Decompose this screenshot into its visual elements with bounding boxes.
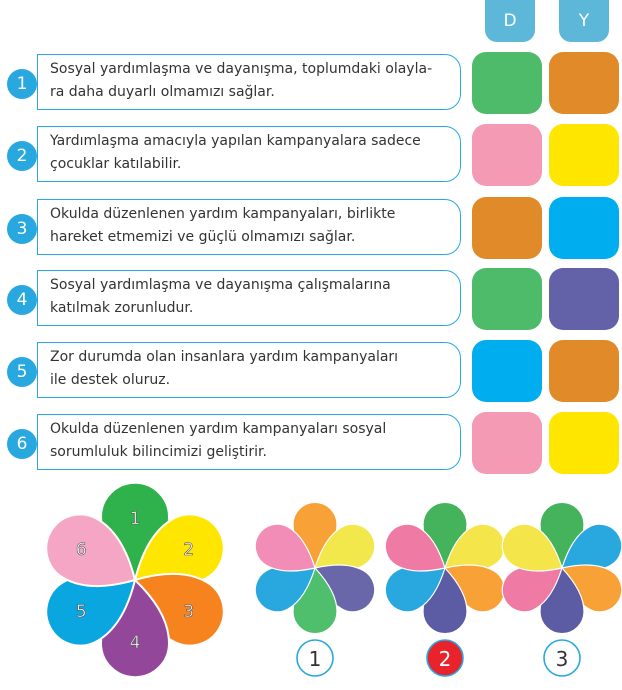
false-color-box[interactable] (549, 124, 619, 186)
statement-text (37, 126, 461, 182)
statement-line: Sosyal yardımlaşma ve dayanışma, toplumdaki olayla- (50, 61, 433, 77)
true-color-box[interactable] (472, 412, 542, 474)
key-petal-number: 3 (183, 602, 195, 622)
statement-text (37, 270, 461, 326)
flower-key (30, 480, 240, 690)
key-petal-number: 4 (129, 633, 141, 653)
statement-text (37, 342, 461, 398)
false-color-box[interactable] (549, 340, 619, 402)
false-color-box[interactable] (549, 197, 619, 259)
true-color-box[interactable] (472, 197, 542, 259)
option-number: 2 (438, 647, 452, 671)
statement-number: 4 (7, 285, 37, 315)
statement-line: çocuklar katılabilir. (50, 156, 182, 172)
true-color-box[interactable] (472, 340, 542, 402)
option-flower-3[interactable] (502, 502, 622, 676)
option-number: 1 (308, 647, 322, 671)
statement-row (0, 52, 622, 116)
statement-text (37, 199, 461, 255)
statement-number: 3 (7, 214, 37, 244)
option-flower-2[interactable] (385, 502, 505, 676)
statement-line: ra daha duyarlı olmamızı sağlar. (50, 84, 275, 100)
statement-line: Zor durumda olan insanlara yardım kampanyaları (50, 349, 399, 365)
statement-number: 5 (7, 357, 37, 387)
statement-number: 1 (7, 69, 37, 99)
true-color-box[interactable] (472, 268, 542, 330)
statement-line: ile destek oluruz. (50, 372, 171, 388)
option-flower-1[interactable] (255, 502, 375, 676)
option-number: 3 (555, 647, 569, 671)
statement-line: Yardımlaşma amacıyla yapılan kampanyalara sadece (50, 133, 421, 149)
statement-number: 6 (7, 429, 37, 459)
statement-text (37, 54, 461, 110)
true-column-header: D (485, 0, 535, 42)
statement-line: hareket etmemizi ve güçlü olmamızı sağlar. (50, 229, 356, 245)
false-color-box[interactable] (549, 412, 619, 474)
statement-line: Okulda düzenlenen yardım kampanyaları, birlikte (50, 206, 396, 222)
statement-row (0, 197, 622, 261)
statement-line: Sosyal yardımlaşma ve dayanışma çalışmalarına (50, 277, 391, 293)
key-petal-number: 2 (183, 540, 195, 560)
statement-line: katılmak zorunludur. (50, 300, 194, 316)
false-column-header: Y (559, 0, 609, 42)
statement-row (0, 268, 622, 332)
false-color-box[interactable] (549, 268, 619, 330)
false-color-box[interactable] (549, 52, 619, 114)
statement-text (37, 414, 461, 470)
true-color-box[interactable] (472, 124, 542, 186)
key-petal-number: 5 (75, 602, 87, 622)
answer-options (240, 500, 622, 685)
true-color-box[interactable] (472, 52, 542, 114)
statement-row (0, 124, 622, 188)
statement-row (0, 340, 622, 404)
key-petal-number: 1 (129, 509, 141, 529)
statement-line: sorumluluk bilincimizi geliştirir. (50, 444, 267, 460)
key-petal-number: 6 (75, 540, 87, 560)
statement-number: 2 (7, 141, 37, 171)
statement-line: Okulda düzenlenen yardım kampanyaları sosyal (50, 421, 387, 437)
statement-row (0, 412, 622, 476)
